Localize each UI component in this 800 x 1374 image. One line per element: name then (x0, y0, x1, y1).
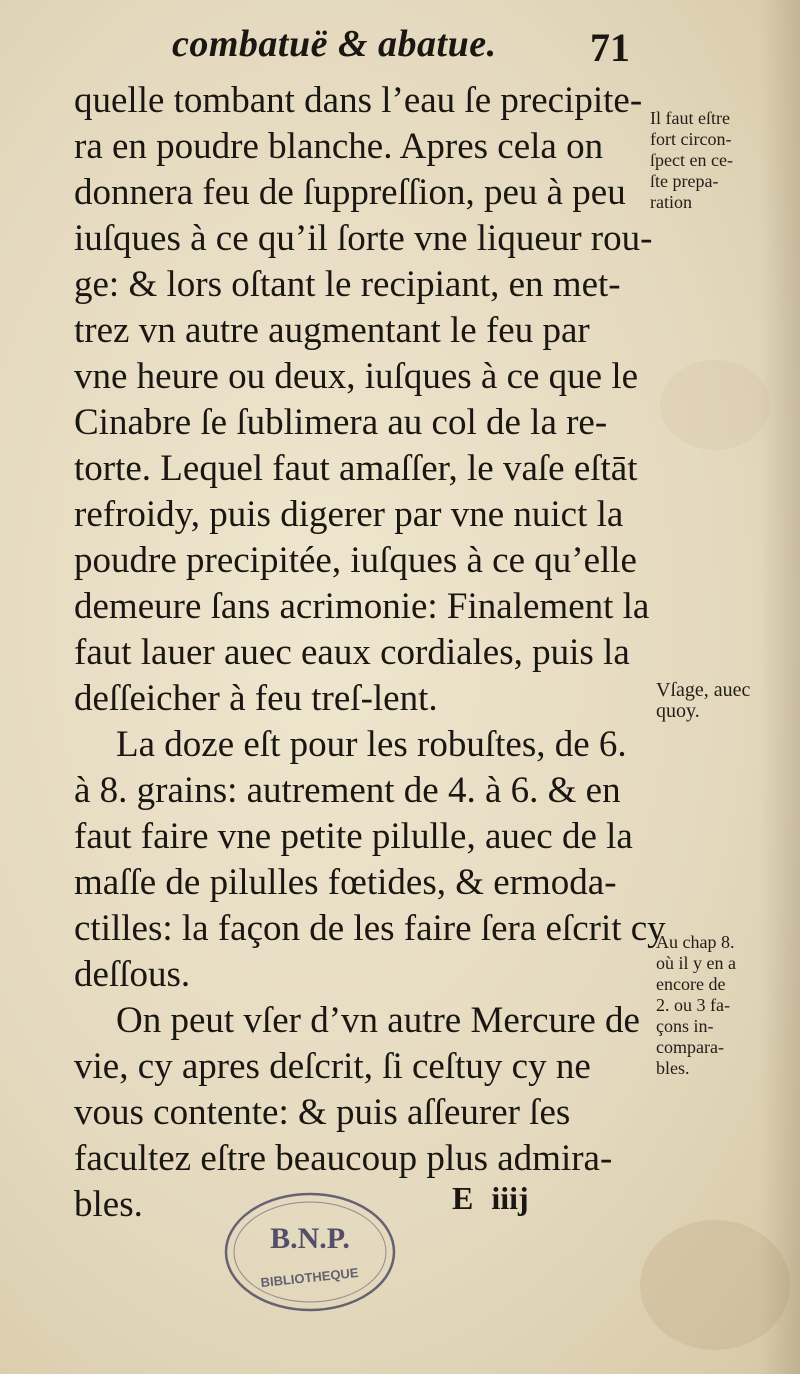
margin-note-line: Vſage, auec (656, 679, 751, 701)
running-head: combatuë & abatue. (172, 23, 497, 65)
library-stamp (222, 1190, 398, 1314)
margin-note-line: 2. ou 3 fa- (656, 995, 730, 1015)
text-line: vne heure ou deux, iuſques à ce que le (74, 356, 639, 397)
margin-note-line: où il y en a (656, 953, 736, 973)
signature-mark: E iiij (452, 1180, 529, 1216)
text-line: vous contente: & puis aſſeurer ſes (74, 1092, 571, 1133)
margin-note-line: Il faut eſtre (650, 108, 730, 128)
text-line: maſſe de pilulles fœtides, & ermoda- (74, 862, 617, 903)
text-line: torte. Lequel faut amaſſer, le vaſe eſtāt (74, 448, 638, 489)
text-line: demeure ſans acrimonie: Finalement la (74, 586, 650, 627)
margin-note-line: çons in- (656, 1016, 714, 1036)
text-line: deſſeicher à feu treſ-lent. (74, 678, 438, 719)
text-line: ctilles: la façon de les faire ſera eſcrit cy (74, 908, 666, 949)
svg-text:B.N.P.: B.N.P. (270, 1222, 350, 1255)
text-line: poudre precipitée, iuſques à ce qu’elle (74, 540, 637, 581)
margin-note-line: encore de (656, 974, 726, 994)
text-line: donnera feu de ſuppreſſion, peu à peu (74, 172, 626, 213)
text-line: trez vn autre augmentant le feu par (74, 310, 590, 351)
page-edge-shadow (760, 0, 800, 1374)
paper-stain (640, 1220, 790, 1350)
margin-note-line: bles. (656, 1058, 690, 1078)
text-line: refroidy, puis digerer par vne nuict la (74, 494, 624, 535)
text-line: ge: & lors oſtant le recipiant, en met- (74, 264, 621, 305)
paper-stain (660, 360, 770, 450)
text-line: iuſques à ce qu’il ſorte vne liqueur rou- (74, 218, 653, 259)
margin-note-line: ration (650, 192, 692, 212)
text-line: faut lauer auec eaux cordiales, puis la (74, 632, 630, 673)
page-number: 71 (590, 25, 630, 70)
text-line: ra en poudre blanche. Apres cela on (74, 126, 604, 167)
text-line: à 8. grains: autrement de 4. à 6. & en (74, 770, 621, 811)
page-header (0, 22, 800, 82)
margin-note-line: compara- (656, 1037, 724, 1057)
text-line: vie, cy apres deſcrit, ſi ceſtuy cy ne (74, 1046, 591, 1087)
svg-text:BIBLIOTHEQUE: BIBLIOTHEQUE (259, 1264, 360, 1291)
margin-note-line: ſpect en ce- (650, 150, 733, 170)
paragraph-first-line: On peut vſer d’vn autre Mercure de (116, 1000, 640, 1041)
margin-note-line: ſte prepa- (650, 171, 719, 191)
text-line: quelle tombant dans l’eau ſe precipite- (74, 80, 643, 121)
main-text-block (74, 78, 666, 1228)
margin-note-line: quoy. (656, 700, 700, 722)
paragraph-first-line: La doze eſt pour les robuſtes, de 6. (116, 724, 627, 765)
margin-note (656, 680, 750, 722)
text-line: Cinabre ſe ſublimera au col de la re- (74, 402, 608, 443)
text-line: bles. (74, 1184, 143, 1225)
text-line: deſſous. (74, 954, 191, 995)
text-line: facultez eſtre beaucoup plus admira- (74, 1138, 613, 1179)
margin-note-line: Au chap 8. (656, 932, 735, 952)
margin-note (656, 932, 736, 1079)
margin-note-line: fort circon- (650, 129, 732, 149)
text-line: faut faire vne petite pilulle, auec de la (74, 816, 633, 857)
margin-note (650, 108, 733, 213)
